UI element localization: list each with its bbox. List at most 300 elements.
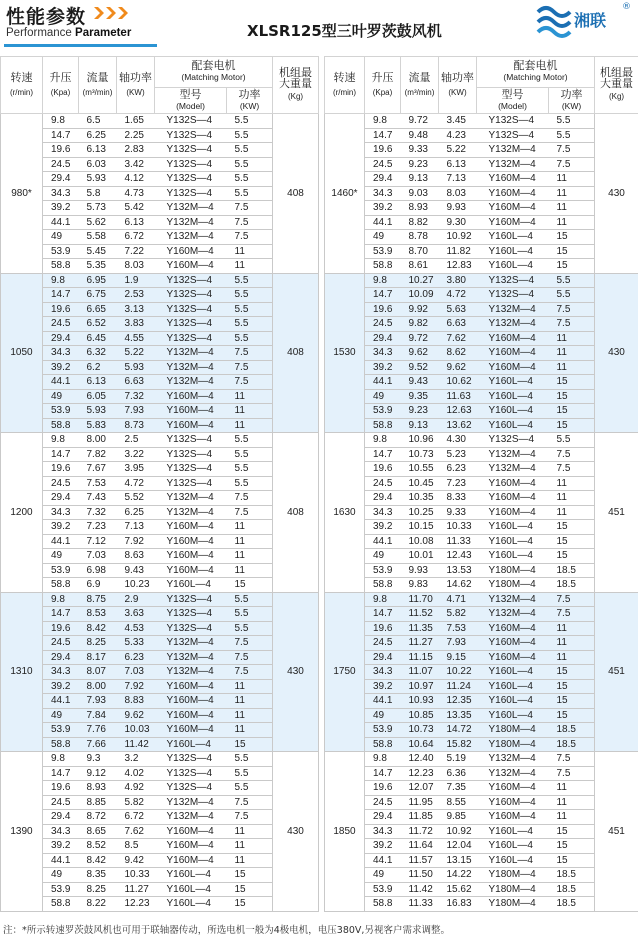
table-row — [1, 172, 319, 187]
flow-cell: 11.64 — [401, 839, 439, 854]
table-row — [1, 273, 319, 288]
speed-cell: 1530 — [325, 273, 365, 433]
flow-cell: 5.93 — [79, 404, 117, 419]
shaft-power-cell: 9.33 — [439, 505, 477, 520]
flow-cell: 12.07 — [401, 781, 439, 796]
table-row — [1, 201, 319, 216]
shaft-power-cell: 3.22 — [117, 447, 155, 462]
motor-model-cell: Y160M—4 — [155, 534, 227, 549]
motor-power-cell: 5.5 — [227, 288, 273, 303]
pressure-cell: 34.3 — [365, 346, 401, 361]
pressure-cell: 14.7 — [365, 447, 401, 462]
section-title-zh: 性能参数 — [6, 6, 87, 28]
shaft-power-cell: 2.9 — [117, 592, 155, 607]
table-row — [325, 549, 638, 564]
motor-power-cell: 5.5 — [227, 447, 273, 462]
table-row — [325, 128, 638, 143]
motor-model-cell: Y160M—4 — [477, 346, 549, 361]
table-row — [1, 665, 319, 680]
flow-cell: 7.03 — [79, 549, 117, 564]
pressure-cell: 49 — [43, 868, 79, 883]
speed-cell: 1390 — [1, 752, 43, 912]
flow-cell: 9.33 — [401, 143, 439, 158]
motor-model-cell: Y160M—4 — [155, 853, 227, 868]
table-row — [325, 752, 638, 767]
shaft-power-cell: 9.30 — [439, 215, 477, 230]
motor-model-cell: Y160M—4 — [477, 650, 549, 665]
table-row — [1, 317, 319, 332]
table-row — [1, 215, 319, 230]
flow-cell: 5.73 — [79, 201, 117, 216]
table-row — [325, 882, 638, 897]
motor-model-cell: Y132M—4 — [155, 375, 227, 390]
flow-cell: 8.25 — [79, 882, 117, 897]
shaft-power-cell: 6.72 — [117, 810, 155, 825]
motor-power-cell: 11 — [549, 810, 595, 825]
table-row — [325, 375, 638, 390]
table-row — [325, 230, 638, 245]
flow-cell: 8.53 — [79, 607, 117, 622]
table-row — [1, 433, 319, 448]
shaft-power-cell: 1.9 — [117, 273, 155, 288]
pressure-cell: 58.8 — [43, 737, 79, 752]
table-row — [325, 317, 638, 332]
motor-model-cell: Y132S—4 — [155, 172, 227, 187]
shaft-power-cell: 4.73 — [117, 186, 155, 201]
flow-cell: 11.70 — [401, 592, 439, 607]
flow-cell: 10.09 — [401, 288, 439, 303]
shaft-power-cell: 14.22 — [439, 868, 477, 883]
shaft-power-cell: 9.42 — [117, 853, 155, 868]
pressure-cell: 39.2 — [43, 360, 79, 375]
motor-model-cell: Y160M—4 — [477, 331, 549, 346]
table-row — [325, 360, 638, 375]
pressure-cell: 24.5 — [365, 636, 401, 651]
flow-cell: 11.15 — [401, 650, 439, 665]
header-weight: 机组最 大重量 (Kg) — [273, 57, 319, 114]
table-row — [325, 839, 638, 854]
pressure-cell: 53.9 — [365, 244, 401, 259]
flow-cell: 8.75 — [79, 592, 117, 607]
pressure-cell: 53.9 — [43, 882, 79, 897]
table-row — [325, 288, 638, 303]
flow-cell: 5.45 — [79, 244, 117, 259]
flow-cell: 8.65 — [79, 824, 117, 839]
flow-cell: 9.82 — [401, 317, 439, 332]
flow-cell: 7.93 — [79, 694, 117, 709]
table-row — [1, 810, 319, 825]
shaft-power-cell: 14.72 — [439, 723, 477, 738]
table-row — [325, 592, 638, 607]
pressure-cell: 9.8 — [43, 114, 79, 129]
shaft-power-cell: 12.83 — [439, 259, 477, 274]
motor-power-cell: 11 — [227, 723, 273, 738]
table-row — [325, 172, 638, 187]
flow-cell: 10.85 — [401, 708, 439, 723]
motor-model-cell: Y132S—4 — [155, 157, 227, 172]
motor-model-cell: Y160L—4 — [477, 549, 549, 564]
flow-cell: 10.97 — [401, 679, 439, 694]
flow-cell: 9.62 — [401, 346, 439, 361]
motor-power-cell: 11 — [549, 636, 595, 651]
pressure-cell: 14.7 — [365, 128, 401, 143]
motor-power-cell: 5.5 — [227, 476, 273, 491]
table-row — [1, 824, 319, 839]
shaft-power-cell: 4.71 — [439, 592, 477, 607]
motor-model-cell: Y132M—4 — [155, 795, 227, 810]
motor-model-cell: Y132M—4 — [155, 636, 227, 651]
header-speed: 转速 (r/min) — [325, 57, 365, 114]
motor-model-cell: Y160M—4 — [155, 694, 227, 709]
flow-cell: 8.00 — [79, 679, 117, 694]
table-row — [325, 636, 638, 651]
shaft-power-cell: 1.65 — [117, 114, 155, 129]
flow-cell: 9.23 — [401, 157, 439, 172]
motor-model-cell: Y132S—4 — [155, 302, 227, 317]
speed-cell: 1310 — [1, 592, 43, 752]
footnote: 注：*所示转速罗茨鼓风机也可用于联轴器传动，所选电机一般为4极电机，电压380V,另视客户需求调整。 — [3, 925, 450, 936]
shaft-power-cell: 3.63 — [117, 607, 155, 622]
shaft-power-cell: 12.63 — [439, 404, 477, 419]
shaft-power-cell: 10.22 — [439, 665, 477, 680]
shaft-power-cell: 7.35 — [439, 781, 477, 796]
pressure-cell: 58.8 — [43, 418, 79, 433]
pressure-cell: 9.8 — [43, 433, 79, 448]
motor-power-cell: 5.5 — [549, 288, 595, 303]
flow-cell: 12.23 — [401, 766, 439, 781]
flow-cell: 11.35 — [401, 621, 439, 636]
pressure-cell: 29.4 — [365, 331, 401, 346]
motor-model-cell: Y160L—4 — [155, 897, 227, 912]
motor-power-cell: 11 — [227, 404, 273, 419]
registered-mark: ® — [622, 2, 631, 12]
table-body-left — [1, 114, 319, 912]
header-weight: 机组最 大重量 (Kg) — [595, 57, 638, 114]
pressure-cell: 44.1 — [365, 215, 401, 230]
pressure-cell: 34.3 — [43, 186, 79, 201]
motor-model-cell: Y160M—4 — [477, 172, 549, 187]
motor-model-cell: Y160M—4 — [155, 549, 227, 564]
motor-model-cell: Y160L—4 — [477, 853, 549, 868]
weight-cell: 430 — [595, 114, 638, 274]
performance-table-left — [0, 56, 319, 912]
shaft-power-cell: 2.83 — [117, 143, 155, 158]
table-row — [325, 708, 638, 723]
motor-model-cell: Y132M—4 — [477, 157, 549, 172]
flow-cell: 10.55 — [401, 462, 439, 477]
pressure-cell: 44.1 — [43, 534, 79, 549]
speed-cell: 1460* — [325, 114, 365, 274]
shaft-power-cell: 12.43 — [439, 549, 477, 564]
pressure-cell: 34.3 — [365, 824, 401, 839]
motor-power-cell: 11 — [227, 418, 273, 433]
table-row — [325, 607, 638, 622]
pressure-cell: 14.7 — [365, 288, 401, 303]
table-row — [1, 288, 319, 303]
motor-power-cell: 5.5 — [549, 433, 595, 448]
shaft-power-cell: 4.12 — [117, 172, 155, 187]
pressure-cell: 24.5 — [43, 795, 79, 810]
motor-power-cell: 11 — [227, 389, 273, 404]
shaft-power-cell: 5.19 — [439, 752, 477, 767]
motor-power-cell: 7.5 — [549, 317, 595, 332]
table-row — [325, 244, 638, 259]
title-en-bold: Parameter — [75, 27, 132, 39]
table-row — [1, 882, 319, 897]
table-row — [325, 418, 638, 433]
pressure-cell: 44.1 — [365, 375, 401, 390]
performance-table-right — [324, 56, 638, 912]
motor-power-cell: 18.5 — [549, 563, 595, 578]
flow-cell: 8.42 — [79, 853, 117, 868]
flow-cell: 5.83 — [79, 418, 117, 433]
table-row — [325, 157, 638, 172]
motor-model-cell: Y160M—4 — [477, 215, 549, 230]
table-row — [325, 259, 638, 274]
pressure-cell: 58.8 — [365, 897, 401, 912]
pressure-cell: 49 — [43, 549, 79, 564]
header-model: 型号 (Model) — [477, 88, 549, 114]
pressure-cell: 19.6 — [365, 621, 401, 636]
pressure-cell: 34.3 — [43, 665, 79, 680]
motor-power-cell: 11 — [227, 694, 273, 709]
table-row — [1, 389, 319, 404]
motor-power-cell: 5.5 — [227, 752, 273, 767]
flow-cell: 8.42 — [79, 621, 117, 636]
table-row — [325, 491, 638, 506]
pressure-cell: 24.5 — [43, 317, 79, 332]
motor-power-cell: 11 — [227, 259, 273, 274]
table-row — [1, 621, 319, 636]
motor-power-cell: 5.5 — [227, 433, 273, 448]
flow-cell: 9.43 — [401, 375, 439, 390]
speed-cell: 1750 — [325, 592, 365, 752]
motor-model-cell: Y132S—4 — [155, 592, 227, 607]
motor-power-cell: 15 — [549, 375, 595, 390]
shaft-power-cell: 11.27 — [117, 882, 155, 897]
pressure-cell: 34.3 — [43, 346, 79, 361]
table-row — [1, 636, 319, 651]
motor-power-cell: 7.5 — [227, 795, 273, 810]
motor-model-cell: Y160M—4 — [155, 723, 227, 738]
flow-cell: 6.13 — [79, 143, 117, 158]
motor-model-cell: Y160M—4 — [155, 259, 227, 274]
table-row — [1, 360, 319, 375]
motor-power-cell: 11 — [227, 679, 273, 694]
shaft-power-cell: 6.63 — [439, 317, 477, 332]
motor-power-cell: 11 — [227, 549, 273, 564]
header-flow: 流量 (m³/min) — [401, 57, 439, 114]
motor-power-cell: 15 — [549, 694, 595, 709]
motor-power-cell: 11 — [549, 650, 595, 665]
pressure-cell: 58.8 — [43, 578, 79, 593]
shaft-power-cell: 4.53 — [117, 621, 155, 636]
flow-cell: 7.32 — [79, 505, 117, 520]
motor-model-cell: Y160M—4 — [155, 389, 227, 404]
flow-cell: 6.03 — [79, 157, 117, 172]
table-row — [1, 259, 319, 274]
motor-power-cell: 5.5 — [549, 273, 595, 288]
table-row — [325, 462, 638, 477]
flow-cell: 9.52 — [401, 360, 439, 375]
motor-power-cell: 7.5 — [227, 215, 273, 230]
table-row — [325, 621, 638, 636]
pressure-cell: 24.5 — [365, 476, 401, 491]
table-row — [1, 853, 319, 868]
pressure-cell: 39.2 — [365, 520, 401, 535]
flow-cell: 7.66 — [79, 737, 117, 752]
motor-model-cell: Y160L—4 — [477, 708, 549, 723]
pressure-cell: 29.4 — [43, 810, 79, 825]
motor-model-cell: Y180M—4 — [477, 563, 549, 578]
motor-model-cell: Y132M—4 — [155, 665, 227, 680]
motor-model-cell: Y132M—4 — [477, 752, 549, 767]
pressure-cell: 39.2 — [365, 360, 401, 375]
table-row — [325, 346, 638, 361]
motor-model-cell: Y160M—4 — [477, 201, 549, 216]
motor-model-cell: Y132M—4 — [155, 215, 227, 230]
flow-cell: 5.8 — [79, 186, 117, 201]
shaft-power-cell: 7.13 — [439, 172, 477, 187]
shaft-power-cell: 11.33 — [439, 534, 477, 549]
motor-model-cell: Y160M—4 — [155, 404, 227, 419]
speed-cell: 1630 — [325, 433, 365, 593]
shaft-power-cell: 16.83 — [439, 897, 477, 912]
table-row — [1, 114, 319, 129]
table-row — [1, 592, 319, 607]
motor-power-cell: 7.5 — [227, 375, 273, 390]
pressure-cell: 19.6 — [43, 462, 79, 477]
shaft-power-cell: 2.5 — [117, 433, 155, 448]
motor-power-cell: 5.5 — [227, 302, 273, 317]
pressure-cell: 24.5 — [365, 795, 401, 810]
shaft-power-cell: 2.25 — [117, 128, 155, 143]
motor-power-cell: 11 — [227, 708, 273, 723]
table-row — [1, 476, 319, 491]
pressure-cell: 9.8 — [365, 592, 401, 607]
motor-power-cell: 5.5 — [227, 607, 273, 622]
table-row — [325, 853, 638, 868]
shaft-power-cell: 7.53 — [439, 621, 477, 636]
motor-power-cell: 18.5 — [549, 897, 595, 912]
shaft-power-cell: 7.22 — [117, 244, 155, 259]
motor-power-cell: 15 — [549, 853, 595, 868]
flow-cell: 9.3 — [79, 752, 117, 767]
shaft-power-cell: 4.72 — [117, 476, 155, 491]
flow-cell: 6.98 — [79, 563, 117, 578]
motor-power-cell: 15 — [549, 259, 595, 274]
shaft-power-cell: 4.23 — [439, 128, 477, 143]
flow-cell: 7.76 — [79, 723, 117, 738]
table-row — [1, 418, 319, 433]
motor-power-cell: 11 — [227, 244, 273, 259]
flow-cell: 11.52 — [401, 607, 439, 622]
pressure-cell: 39.2 — [365, 679, 401, 694]
motor-model-cell: Y160M—4 — [155, 824, 227, 839]
motor-model-cell: Y132S—4 — [477, 273, 549, 288]
motor-power-cell: 7.5 — [227, 810, 273, 825]
shaft-power-cell: 8.73 — [117, 418, 155, 433]
motor-model-cell: Y132M—4 — [155, 505, 227, 520]
motor-model-cell: Y160M—4 — [477, 476, 549, 491]
header-power: 功率 (KW) — [227, 88, 273, 114]
pressure-cell: 9.8 — [365, 114, 401, 129]
pressure-cell: 24.5 — [43, 636, 79, 651]
motor-model-cell: Y132S—4 — [155, 447, 227, 462]
motor-power-cell: 15 — [549, 244, 595, 259]
page-header — [0, 0, 638, 54]
motor-power-cell: 11 — [227, 534, 273, 549]
motor-model-cell: Y132S—4 — [155, 273, 227, 288]
title-underline — [4, 44, 157, 47]
motor-power-cell: 5.5 — [549, 114, 595, 129]
shaft-power-cell: 7.23 — [439, 476, 477, 491]
motor-model-cell: Y160M—4 — [477, 795, 549, 810]
motor-model-cell: Y132M—4 — [477, 462, 549, 477]
shaft-power-cell: 10.62 — [439, 375, 477, 390]
pressure-cell: 53.9 — [43, 563, 79, 578]
motor-model-cell: Y160M—4 — [477, 810, 549, 825]
motor-model-cell: Y160M—4 — [155, 418, 227, 433]
motor-power-cell: 7.5 — [549, 302, 595, 317]
table-row — [1, 157, 319, 172]
flow-cell: 10.64 — [401, 737, 439, 752]
motor-power-cell: 5.5 — [227, 592, 273, 607]
table-row — [325, 389, 638, 404]
shaft-power-cell: 6.13 — [439, 157, 477, 172]
motor-model-cell: Y132M—4 — [477, 317, 549, 332]
motor-power-cell: 11 — [549, 360, 595, 375]
motor-model-cell: Y160L—4 — [477, 839, 549, 854]
shaft-power-cell: 6.63 — [117, 375, 155, 390]
pressure-cell: 9.8 — [43, 752, 79, 767]
flow-cell: 10.35 — [401, 491, 439, 506]
pressure-cell: 14.7 — [43, 607, 79, 622]
motor-model-cell: Y132S—4 — [155, 621, 227, 636]
shaft-power-cell: 9.62 — [117, 708, 155, 723]
shaft-power-cell: 3.95 — [117, 462, 155, 477]
table-row — [1, 708, 319, 723]
shaft-power-cell: 6.23 — [439, 462, 477, 477]
motor-model-cell: Y160L—4 — [477, 694, 549, 709]
motor-model-cell: Y180M—4 — [477, 723, 549, 738]
flow-cell: 9.83 — [401, 578, 439, 593]
table-row — [325, 679, 638, 694]
motor-model-cell: Y160M—4 — [477, 636, 549, 651]
motor-power-cell: 11 — [549, 781, 595, 796]
flow-cell: 9.13 — [401, 418, 439, 433]
motor-model-cell: Y132M—4 — [155, 201, 227, 216]
pressure-cell: 49 — [365, 230, 401, 245]
flow-cell: 8.52 — [79, 839, 117, 854]
pressure-cell: 49 — [43, 389, 79, 404]
table-row — [325, 650, 638, 665]
flow-cell: 5.93 — [79, 172, 117, 187]
motor-model-cell: Y180M—4 — [477, 868, 549, 883]
motor-power-cell: 5.5 — [227, 621, 273, 636]
shaft-power-cell: 4.72 — [439, 288, 477, 303]
flow-cell: 9.92 — [401, 302, 439, 317]
table-row — [325, 868, 638, 883]
table-row — [325, 578, 638, 593]
pressure-cell: 44.1 — [365, 534, 401, 549]
flow-cell: 8.93 — [79, 781, 117, 796]
shaft-power-cell: 8.63 — [117, 549, 155, 564]
shaft-power-cell: 10.33 — [117, 868, 155, 883]
flow-cell: 6.2 — [79, 360, 117, 375]
shaft-power-cell: 11.42 — [117, 737, 155, 752]
motor-model-cell: Y132S—4 — [155, 288, 227, 303]
